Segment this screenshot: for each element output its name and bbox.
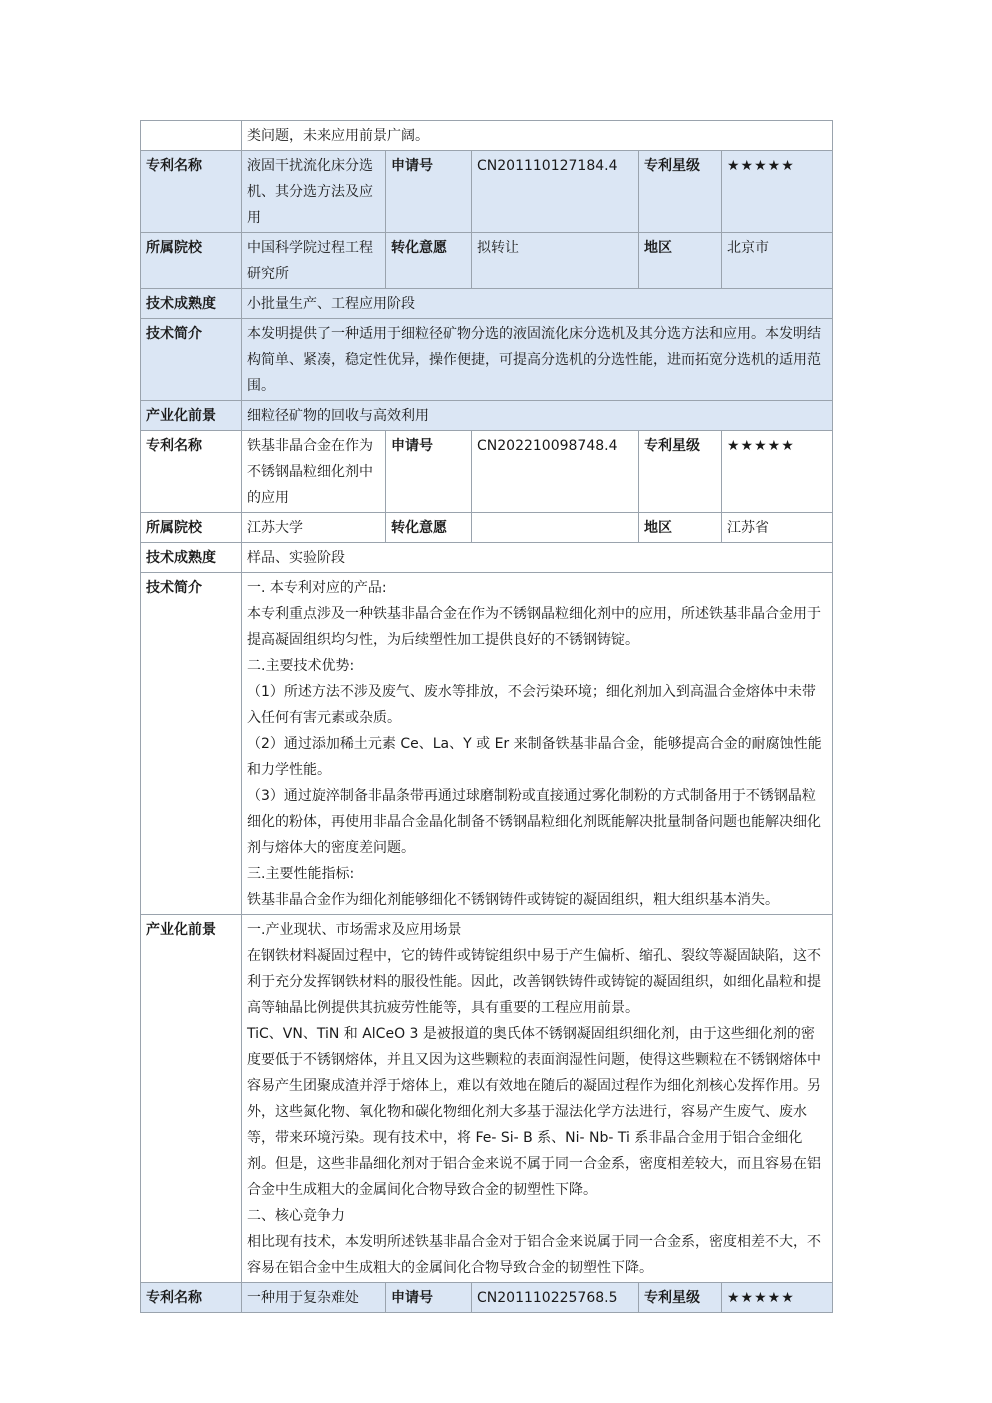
patent2-intro-line: 二.主要技术优势: — [247, 658, 355, 674]
patent-name-label: 专利名称 — [141, 431, 242, 513]
patent1-maturity-row — [141, 289, 833, 319]
patent-star-label: 专利星级 — [639, 431, 722, 513]
patent3-app-no: CN201110225768.5 — [472, 1283, 639, 1313]
patent2-maturity-row — [141, 543, 833, 573]
patent2-prospect-line: TiC、VN、TiN 和 AlCeO 3 是被报道的奥氏体不锈钢凝固组织细化剂，由于这些细化剂的密度要低于不锈钢熔体，并且又因为这些颗粒的表面润湿性问题，使得这些颗粒在不锈钢熔体中容易产生团聚成渣并浮于熔体上，难以有效地在随后的凝固过程作为细化剂核心发挥作用。另外，这些氮化物、氧化物和碳化物细化剂大多基于湿法化学方法进行，容易产生废气、废水等，带来环境污染。现有技术中，将 Fe- Si- B 系、Ni- Nb- Ti 系非晶合金用于铝合金细化剂。但是，这些非晶细化剂对于铝合金来说不属于同一合金系，密度相差较大，而且容易在铝合金中生成粗大的金属间化合物导致合金的韧塑性下降。 — [247, 1026, 821, 1198]
intro-label: 技术简介 — [141, 319, 242, 401]
region-label: 地区 — [639, 513, 722, 543]
patent2-prospect-line: 一.产业现状、市场需求及应用场景 — [247, 922, 462, 938]
patent2-intro-row — [141, 573, 833, 915]
patent2-intro-line: 本专利重点涉及一种铁基非晶合金在作为不锈钢晶粒细化剂中的应用，所述铁基非晶合金用于提高凝固组织均匀性，为后续塑性加工提供良好的不锈钢铸锭。 — [247, 606, 821, 648]
patent2-prospect — [242, 915, 833, 1283]
patent1-name-row — [141, 151, 833, 233]
intro-label: 技术简介 — [141, 573, 242, 915]
continuation-text: 类问题，未来应用前景广阔。 — [242, 121, 833, 151]
patent3-stars: ★★★★★ — [722, 1283, 833, 1313]
patent-table-page — [140, 120, 832, 1313]
patent2-region: 江苏省 — [722, 513, 833, 543]
patent2-intro-line: 一. 本专利对应的产品: — [247, 580, 387, 596]
patent2-app-no: CN202210098748.4 — [472, 431, 639, 513]
patent2-stars: ★★★★★ — [722, 431, 833, 513]
prospect-label: 产业化前景 — [141, 401, 242, 431]
continuation-label-cell — [141, 121, 242, 151]
patent2-transfer-intent — [472, 513, 639, 543]
patent2-intro-line: （2）通过添加稀土元素 Ce、La、Y 或 Er 来制备铁基非晶合金，能够提高合金的耐腐蚀性能和力学性能。 — [247, 736, 822, 778]
institution-label: 所属院校 — [141, 513, 242, 543]
patent3-name: 一种用于复杂难处 — [242, 1283, 386, 1313]
patent3-name-row — [141, 1283, 833, 1313]
continuation-row — [141, 121, 833, 151]
patent-star-label: 专利星级 — [639, 1283, 722, 1313]
maturity-label: 技术成熟度 — [141, 543, 242, 573]
prospect-label: 产业化前景 — [141, 915, 242, 1283]
patent1-name: 液固干扰流化床分选机、其分选方法及应用 — [242, 151, 386, 233]
patent2-prospect-line: 二、核心竞争力 — [247, 1208, 345, 1224]
patent1-prospect-row — [141, 401, 833, 431]
patent1-maturity: 小批量生产、工程应用阶段 — [242, 289, 833, 319]
maturity-label: 技术成熟度 — [141, 289, 242, 319]
transfer-intent-label: 转化意愿 — [386, 513, 472, 543]
patent2-institution: 江苏大学 — [242, 513, 386, 543]
patent1-transfer-intent: 拟转让 — [472, 233, 639, 289]
patent1-prospect: 细粒径矿物的回收与高效利用 — [242, 401, 833, 431]
patent2-maturity: 样品、实验阶段 — [242, 543, 833, 573]
region-label: 地区 — [639, 233, 722, 289]
patent1-intro-row — [141, 319, 833, 401]
patent2-intro-line: 三.主要性能指标: — [247, 866, 355, 882]
patent2-intro-line: 铁基非晶合金作为细化剂能够细化不锈钢铸件或铸锭的凝固组织，粗大组织基本消失。 — [247, 892, 779, 908]
patent2-intro-line: （3）通过旋淬制备非晶条带再通过球磨制粉或直接通过雾化制粉的方式制备用于不锈钢晶粒细化的粉体，再使用非晶合金晶化制备不锈钢晶粒细化剂既能解决批量制备问题也能解决细化剂与熔体大的密度差问题。 — [247, 788, 821, 856]
patent-table — [140, 120, 833, 1313]
patent2-name: 铁基非晶合金在作为不锈钢晶粒细化剂中的应用 — [242, 431, 386, 513]
patent2-intro — [242, 573, 833, 915]
app-no-label: 申请号 — [386, 431, 472, 513]
patent2-institution-row — [141, 513, 833, 543]
patent1-institution: 中国科学院过程工程研究所 — [242, 233, 386, 289]
patent-name-label: 专利名称 — [141, 1283, 242, 1313]
patent2-name-row — [141, 431, 833, 513]
patent1-region: 北京市 — [722, 233, 833, 289]
institution-label: 所属院校 — [141, 233, 242, 289]
patent1-intro: 本发明提供了一种适用于细粒径矿物分选的液固流化床分选机及其分选方法和应用。本发明结构简单、紧凑，稳定性优异，操作便捷，可提高分选机的分选性能，进而拓宽分选机的适用范围。 — [242, 319, 833, 401]
patent2-prospect-line: 相比现有技术，本发明所述铁基非晶合金对于铝合金来说属于同一合金系，密度相差不大，不容易在铝合金中生成粗大的金属间化合物导致合金的韧塑性下降。 — [247, 1234, 821, 1276]
patent2-prospect-line: 在钢铁材料凝固过程中，它的铸件或铸锭组织中易于产生偏析、缩孔、裂纹等凝固缺陷，这不利于充分发挥钢铁材料的服役性能。因此，改善钢铁铸件或铸锭的凝固组织，如细化晶粒和提高等轴晶比例提供其抗疲劳性能等，具有重要的工程应用前景。 — [247, 948, 821, 1016]
patent1-stars: ★★★★★ — [722, 151, 833, 233]
app-no-label: 申请号 — [386, 1283, 472, 1313]
patent2-intro-line: （1）所述方法不涉及废气、废水等排放，不会污染环境；细化剂加入到高温合金熔体中未带入任何有害元素或杂质。 — [247, 684, 816, 726]
patent-star-label: 专利星级 — [639, 151, 722, 233]
transfer-intent-label: 转化意愿 — [386, 233, 472, 289]
patent1-institution-row — [141, 233, 833, 289]
patent2-prospect-row — [141, 915, 833, 1283]
patent1-app-no: CN201110127184.4 — [472, 151, 639, 233]
patent-name-label: 专利名称 — [141, 151, 242, 233]
app-no-label: 申请号 — [386, 151, 472, 233]
